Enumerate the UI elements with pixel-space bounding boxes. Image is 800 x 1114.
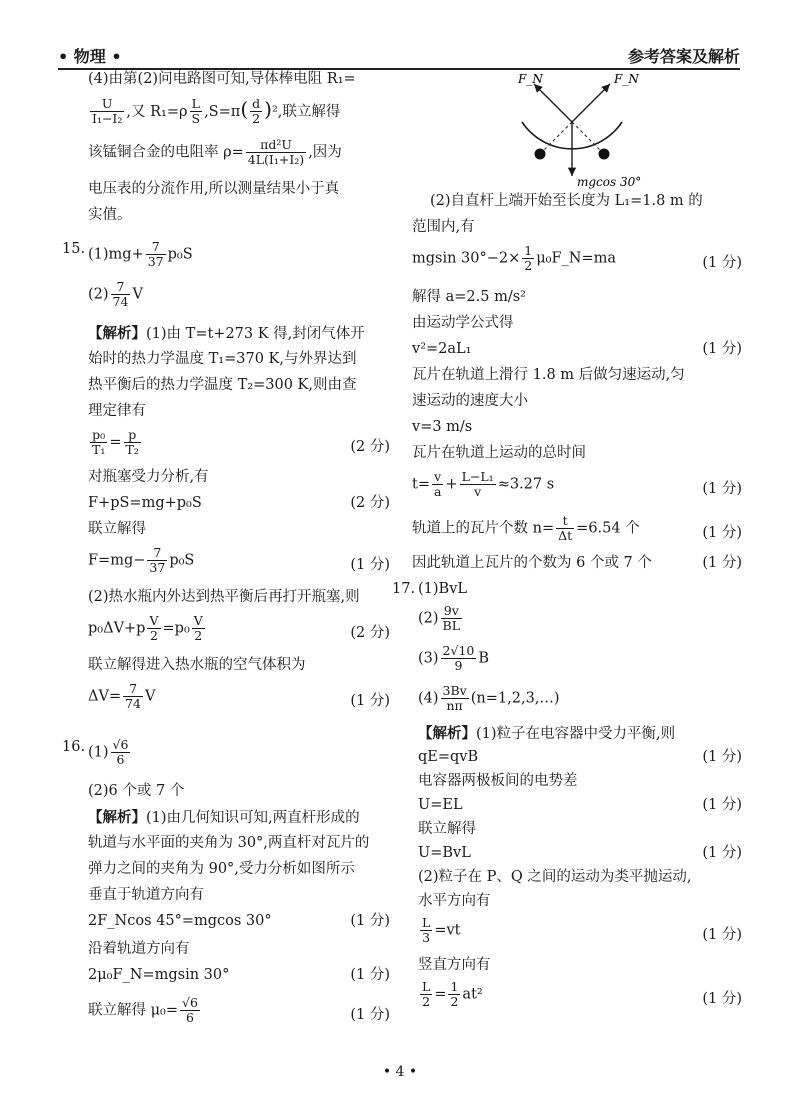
rod-left-section [535, 149, 546, 160]
fraction: $\frac{2√10}{9}$ [442, 643, 475, 673]
fraction: $\frac{L}{3}$ [422, 915, 431, 945]
equation-line: qE=qvB (1 分) [392, 748, 742, 772]
score: (1 分) [350, 557, 390, 573]
text-line: 水平方向有 [418, 893, 491, 909]
score: (1 分) [702, 555, 742, 571]
score: (2 分) [350, 625, 390, 641]
text-line: v=3 m/s [412, 419, 473, 435]
fn-right-label: F_N [614, 72, 639, 86]
section-title: 参考答案及解析 [627, 47, 740, 66]
text-line: 始时的热力学温度 T₁=370 K,与外界达到 [88, 351, 357, 367]
score: (1 分) [702, 797, 742, 813]
page-number: • 4 • [382, 1064, 418, 1080]
fraction: $\frac{9v}{BL}$ [442, 603, 461, 633]
equation-line: v²=2aL₁ (1 分) [412, 340, 742, 366]
fraction: $\frac{V}{2}$ [149, 613, 159, 643]
text-line: 理定律有 [88, 403, 146, 419]
fraction: $\frac{7}{74}$ [112, 279, 129, 309]
equation-line: U=BvL (1 分) [392, 844, 742, 868]
text-line: (2)热水瓶内外达到热平衡后再打开瓶塞,则 [88, 589, 360, 605]
left-column [62, 70, 390, 1038]
force-diagram [472, 70, 672, 192]
answer-line: 17. (1)BvL [392, 580, 742, 604]
equation-line: F+pS=mg+p₀S (2 分) [62, 494, 390, 520]
text-line: (4)由第(2)问电路图可知,导体棒电阻 R₁= [88, 71, 356, 87]
score: (1 分) [702, 845, 742, 861]
equation-line: $\frac{L}{2}$ = $\frac{1}{2}$ at² (1 分) [422, 979, 742, 1009]
equation-line: mgsin 30°−2× $\frac{1}{2}$ μ₀F_N=ma (1 分) [412, 243, 742, 273]
fraction: $\frac{t}{\Delta t}$ [558, 513, 573, 543]
fraction: $\frac{√6}{6}$ [182, 995, 198, 1025]
equation-line: ΔV= $\frac{7}{74}$ V (1 分) [88, 681, 390, 711]
fraction: $\frac{√6}{6}$ [112, 737, 129, 767]
text-line: 瓦片在轨道上滑行 1.8 m 后做匀速运动,匀 [412, 367, 685, 383]
answer-line: (2)6 个或 7 个 [88, 783, 185, 799]
text-line: 【解析】(1)粒子在电容器中受力平衡,则 [418, 725, 676, 742]
fraction: $\frac{L}{2}$ [422, 979, 431, 1009]
fraction: $\frac{7}{37}$ [149, 545, 166, 575]
answer-line: 15. (1)mg+ $\frac{7}{37}$ p₀S [62, 239, 193, 269]
equation-line: $\frac{U}{\text{I₁−I₂}}$ ,又 R₁=ρ $\frac{L}{S}$ ,S=π( $\frac{d}{2}$ )²,联立解得 [92, 96, 341, 127]
text-line: 由运动学公式得 [412, 315, 514, 331]
text-line: 电压表的分流作用,所以测量结果小于真 [88, 181, 340, 197]
text-line: 联立解得进入热水瓶的空气体积为 [88, 657, 306, 673]
fn-left-label: F_N [518, 72, 543, 86]
q14-part4 [62, 70, 390, 240]
score: (1 分) [702, 481, 742, 497]
question-number: 16. [62, 739, 86, 755]
equation-line: 该锰铜合金的电阻率 ρ= $\frac{\text{πd²U}}{\text{4L(I₁+I₂)}}$ ,因为 [88, 137, 342, 167]
text-line: (2)粒子在 P、Q 之间的运动为类平抛运动, [418, 869, 692, 885]
equation-line: t= $\frac{v}{a}$ + $\frac{\text{L−L₁}}{v}$ ≈3.27 s (1 分) [412, 469, 742, 499]
equation-line: 因此轨道上瓦片的个数为 6 个或 7 个 (1 分) [412, 554, 742, 580]
analysis-tag: 【解析】 [88, 809, 146, 826]
answer-line: 16. (1) $\frac{√6}{6}$ [62, 737, 129, 767]
text-line: 速运动的速度大小 [412, 393, 528, 409]
answer-line: (4) $\frac{3Bv}{n\pi}$ (n=1,2,3,…) [418, 683, 560, 713]
score: (1 分) [702, 991, 742, 1007]
text-line: 电容器两极板间的电势差 [418, 773, 578, 789]
score: (1 分) [350, 913, 390, 929]
q16-part2 [412, 192, 742, 580]
equation-line: U=EL (1 分) [392, 796, 742, 820]
score: (1 分) [702, 525, 742, 541]
page-header [58, 42, 740, 70]
equation-line: $\frac{L}{3}$ =vt (1 分) [422, 915, 742, 945]
equation-line: 2F_Ncos 45°=mgcos 30° (1 分) [62, 912, 390, 940]
text-line: 联立解得 [418, 821, 476, 837]
score: (2 分) [350, 439, 390, 455]
score: (1 分) [702, 927, 742, 943]
fraction: $\frac{V}{2}$ [193, 613, 203, 643]
fraction: $\frac{\text{p₀}}{\text{T₁}}$ [92, 427, 106, 457]
answer-line: (2) $\frac{9v}{BL}$ [418, 603, 461, 633]
score: (1 分) [350, 1007, 390, 1023]
analysis-tag: 【解析】 [418, 725, 476, 742]
analysis-tag: 【解析】 [88, 325, 146, 342]
text-line: 范围内,有 [412, 219, 475, 235]
text-line: 瓦片在轨道上运动的总时间 [412, 445, 586, 461]
text-line: 热平衡后的热力学温度 T₂=300 K,则由查 [88, 377, 357, 393]
answer-line: (3) $\frac{2√10}{9}$ B [418, 643, 490, 673]
fraction: $\frac{v}{a}$ [433, 469, 442, 499]
score: (1 分) [350, 693, 390, 709]
text-line: 实值。 [88, 207, 132, 223]
text-line: 弹力之间的夹角为 90°,受力分析如图所示 [88, 861, 355, 877]
question-number: 17. [392, 581, 416, 597]
score: (1 分) [702, 255, 742, 271]
fraction: $\frac{3Bv}{n\pi}$ [442, 683, 467, 713]
text-line: 联立解得 [88, 521, 146, 537]
equation-line: $\frac{\text{p₀}}{\text{T₁}}$ = $\frac{p}{\text{T₂}}$ (2 分) [92, 427, 390, 457]
text-line: 【解析】(1)由 T=t+273 K 得,封闭气体开 [88, 325, 365, 342]
question-number: 15. [62, 241, 86, 257]
fraction: $\frac{1}{2}$ [450, 979, 459, 1009]
q16 [62, 738, 390, 1038]
text-line: 解得 a=2.5 m/s² [412, 289, 526, 305]
equation-line: 2μ₀F_N=mgsin 30° (1 分) [62, 966, 390, 996]
score: (1 分) [702, 749, 742, 765]
text-line: 垂直于轨道方向有 [88, 887, 204, 903]
score: (1 分) [350, 967, 390, 983]
text-line: (2)自直杆上端开始至长度为 L₁=1.8 m 的 [430, 193, 703, 209]
text-line: 轨道与水平面的夹角为 30°,两直杆对瓦片的 [88, 835, 370, 851]
fraction: $\frac{\text{πd²U}}{\text{4L(I₁+I₂)}}$ [247, 137, 305, 167]
text-line: 竖直方向有 [418, 957, 491, 973]
fraction: $\frac{7}{37}$ [147, 239, 164, 269]
text-line: 对瓶塞受力分析,有 [88, 469, 209, 485]
fraction: $\frac{p}{\text{T₂}}$ [125, 427, 139, 457]
rod-right-section [599, 149, 610, 160]
right-column [392, 70, 742, 1020]
fraction: $\frac{L}{S}$ [191, 96, 201, 127]
q17 [392, 580, 742, 1020]
normal-force-left-arrow [534, 84, 572, 122]
q15 [62, 240, 390, 738]
score: (2 分) [350, 495, 390, 511]
fraction: $\frac{1}{2}$ [524, 243, 533, 273]
fraction: $\frac{U}{\text{I₁−I₂}}$ [92, 96, 123, 127]
answer-line: (2) $\frac{7}{74}$ V [88, 279, 143, 309]
equation-line: p₀ΔV+p $\frac{V}{2}$ =p₀ $\frac{V}{2}$ (2 分) [88, 613, 390, 643]
fraction: $\frac{7}{74}$ [125, 681, 141, 711]
text-line: 沿着轨道方向有 [88, 941, 190, 957]
subject-label: • 物理 • [58, 47, 122, 66]
equation-line: F=mg− $\frac{7}{37}$ p₀S (1 分) [88, 545, 390, 575]
equation-line: 轨道上的瓦片个数 n= $\frac{t}{\Delta t}$ =6.54 个 (1 分) [412, 513, 742, 543]
fraction: $\frac{\text{L−L₁}}{v}$ [461, 469, 494, 499]
equation-line: 联立解得 μ₀= $\frac{√6}{6}$ (1 分) [88, 995, 390, 1025]
text-line: 【解析】(1)由几何知识可知,两直杆形成的 [88, 809, 360, 826]
weight-label: mgcos 30° [577, 175, 642, 189]
normal-force-right-arrow [572, 84, 610, 122]
score: (1 分) [702, 341, 742, 357]
fraction: $\frac{d}{2}$ [252, 96, 261, 127]
